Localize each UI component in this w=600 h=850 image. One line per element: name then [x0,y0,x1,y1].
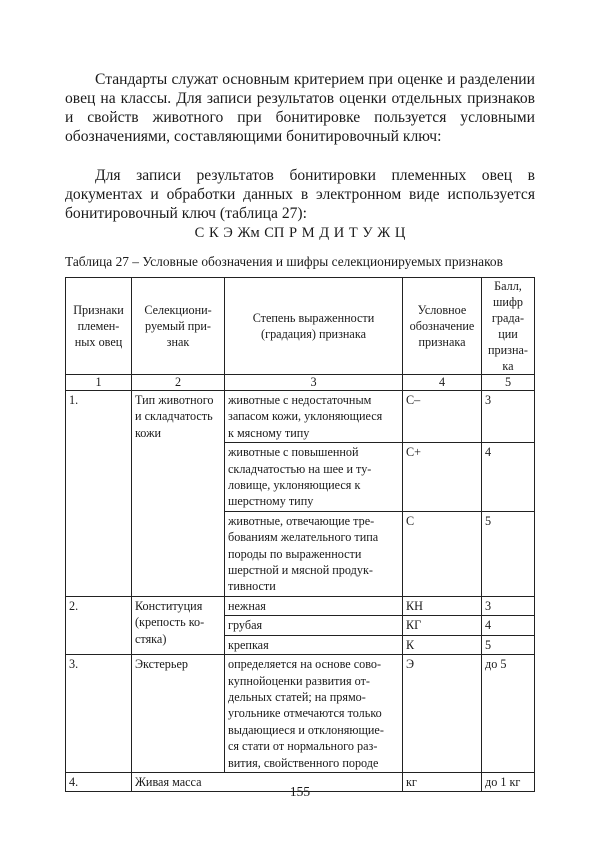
table-row [66,596,535,615]
table-caption: Таблица 27 – Условные обозначения и шифры селекционируемых признаков [65,254,503,269]
grade-score: до 5 [482,655,535,773]
table-header-row [66,278,535,375]
row-number: 3. [66,655,132,773]
column-number: 5 [482,375,535,391]
grade-score: до 1 кг [482,772,535,791]
header-cell: Признаки племен- ных овец [66,278,132,375]
column-number: 1 [66,375,132,391]
grade-description: грубая [225,616,403,635]
grade-score: 3 [482,596,535,615]
column-number: 3 [225,375,403,391]
page-number: 155 [289,784,311,799]
grade-description: определяется на основе сово- купнойоценки развития от- дельных статей; на прямо- угольнике отмечаются только выдающиеся и отклоняющие- ся стати от нормального раз- вития, свойственного породе [225,655,403,773]
grade-score: 5 [482,635,535,654]
table-row [66,655,535,773]
paragraph-bonitation-key: Для записи результатов бонитировки племенных овец в документах и обработки данных в электронном виде используется бонитировочный ключ (таблица 27): [65,167,535,222]
header-cell: Селекциони- руемый при- знак [132,278,225,375]
header-cell: Степень выраженности (градация) признака [225,278,403,375]
trait-name: Тип животного и складчатость кожи [132,391,225,597]
trait-name: Конституция (крепость ко- стяка) [132,596,225,654]
paragraph-bonitation-standards: Стандарты служат основным критерием при оценке и разделении овец на классы. Для записи результатов оценки отдельных признаков и свойств животного при бонитировке пользуется условными обозначениями, составляющими бонитировочный ключ: [65,71,535,145]
trait-name: Экстерьер [132,655,225,773]
header-cell: Балл, шифр града- ции призна- ка [482,278,535,375]
grade-score: 4 [482,616,535,635]
row-number: 1. [66,391,132,597]
grade-score: 5 [482,511,535,596]
grade-code: К [403,635,482,654]
traits-table [65,277,535,792]
grade-code: Э [403,655,482,773]
grade-code: С– [403,391,482,443]
grade-score: 4 [482,443,535,512]
grade-description: нежная [225,596,403,615]
trait-name: Живая масса [132,772,403,791]
grade-code: С+ [403,443,482,512]
row-number: 2. [66,596,132,654]
header-cell: Условное обозначение признака [403,278,482,375]
grade-description: животные с недостаточным запасом кожи, уклоняющиеся к мясному типу [225,391,403,443]
grade-code: С [403,511,482,596]
bonitation-key-formula: С К Э Жм СП Р М Д И Т У Ж Ц [194,225,406,241]
grade-code: КН [403,596,482,615]
column-number-row [66,375,535,391]
grade-description: крепкая [225,635,403,654]
grade-description: животные, отвечающие тре- бованиям желательного типа породы по выраженности шерстной и мясной продук- тивности [225,511,403,596]
grade-code: кг [403,772,482,791]
column-number: 2 [132,375,225,391]
grade-score: 3 [482,391,535,443]
grade-description: животные с повышенной складчатостью на шее и ту- ловище, уклоняющиеся к шерстному типу [225,443,403,512]
column-number: 4 [403,375,482,391]
row-number: 4. [66,772,132,791]
table-row [66,391,535,443]
grade-code: КГ [403,616,482,635]
